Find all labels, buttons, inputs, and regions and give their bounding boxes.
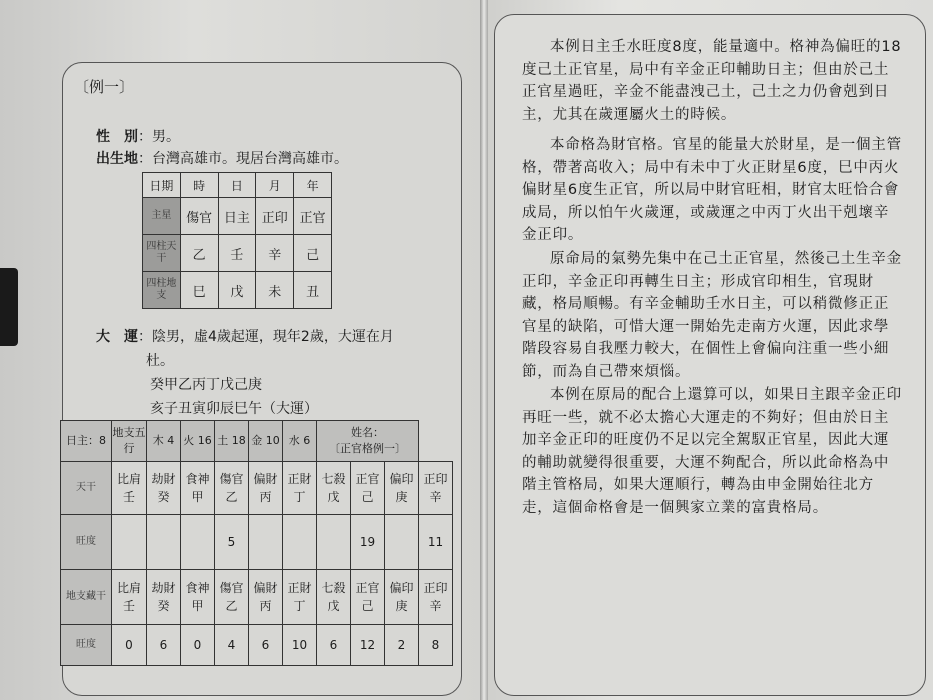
luck-line-2: 杜。 [146,353,174,369]
row-label: 旺度 [61,515,112,570]
table-cell [112,515,147,570]
row-label: 四柱天干 [143,235,181,272]
table-cell: 0 [181,625,215,666]
name-label: 姓名： [351,426,384,439]
natal-chart-table [142,172,332,309]
table-cell: 傷官 [180,198,218,235]
row-label: 主星 [143,198,181,235]
luck-row [96,326,394,346]
row-label: 地支藏干 [61,570,112,625]
table-cell: 傷官 乙 [215,570,249,625]
book-spine [480,0,488,700]
table-cell: 8 [419,625,453,666]
header-cell: 月 [256,173,294,198]
table-cell [181,515,215,570]
table-cell: 戊 [218,272,256,309]
header-cell: 日主：8 [61,421,112,462]
pattern-name: 〔正官格例一〕 [329,442,406,455]
header-cell: 日 [218,173,256,198]
table-cell: 丑 [294,272,332,309]
table-cell: 日主 [218,198,256,235]
table-cell [283,515,317,570]
table-cell [385,515,419,570]
table-row [61,570,453,625]
table-cell: 乙 [180,235,218,272]
table-cell: 正官 [294,198,332,235]
table-cell: 比肩 壬 [112,570,147,625]
birthplace-value: ：台灣高雄市。現居台灣高雄市。 [138,151,348,167]
header-cell: 時 [180,173,218,198]
table-cell: 巳 [180,272,218,309]
header-cell: 年 [294,173,332,198]
header-cell: 日期 [143,173,181,198]
header-cell: 木 4 [147,421,181,462]
table-cell: 12 [351,625,385,666]
table-row [143,272,332,309]
row-label: 旺度 [61,625,112,666]
table-cell: 劫財 癸 [147,462,181,515]
table-cell: 2 [385,625,419,666]
table-cell: 正印 [256,198,294,235]
table-cell: 己 [294,235,332,272]
header-cell: 火 16 [181,421,215,462]
table-cell: 正官 己 [351,462,385,515]
example-label: 〔例一〕 [74,78,135,96]
luck-line-4: 亥子丑寅卯辰巳午（大運） [150,401,318,417]
paragraph-1: 本例日主壬水旺度8度，能量適中。格神為偏旺的18度己土正官星，局中有辛金正印輔助日主；但由於己土正官星過旺，辛金不能盡洩己土，己土之力仍會剋到日主，尤其在歲運屬火土的時候。 [522,39,902,123]
table-cell: 偏財 丙 [249,462,283,515]
table-header-row [143,173,332,198]
header-cell: 地支五行 [112,421,147,462]
table-cell: 劫財 癸 [147,570,181,625]
table-cell: 6 [147,625,181,666]
gender-label: 性 別 [96,129,138,145]
table-cell [249,515,283,570]
luck-label: 大 運 [96,329,138,345]
table-row [143,198,332,235]
row-label: 天干 [61,462,112,515]
table-cell: 6 [249,625,283,666]
table-cell: 七殺 戊 [317,570,351,625]
table-cell: 正印 辛 [419,462,453,515]
table-cell: 比肩 壬 [112,462,147,515]
row-label: 四柱地支 [143,272,181,309]
header-cell: 土 18 [215,421,249,462]
table-cell: 偏財 丙 [249,570,283,625]
table-row [61,515,453,570]
table-cell: 辛 [256,235,294,272]
binder-clip [0,268,18,346]
table-cell: 七殺 戊 [317,462,351,515]
birthplace-row [96,148,348,168]
table-cell: 0 [112,625,147,666]
wangdu-table [60,420,453,666]
table-cell: 食神 甲 [181,462,215,515]
header-cell: 金 10 [249,421,283,462]
table-cell: 食神 甲 [181,570,215,625]
table-cell: 4 [215,625,249,666]
table-cell: 壬 [218,235,256,272]
table-header-row [61,421,453,462]
gender-row [96,126,180,146]
table-cell: 正財 丁 [283,570,317,625]
paragraph-2: 本命格為財官格。官星的能量大於財星，是一個主管格，帶著高收入；局中有未中丁火正財星6度，巳中丙火偏財星6度生正官，所以局中財官旺相，財官太旺恰合會成局，所以怕午火歲運，或歲運之中丙丁火出干剋壞辛金正印。 [522,137,902,243]
paragraph-3: 原命局的氣勢先集中在己土正官星，然後己土生辛金正印，辛金正印再轉生日主；形成官印相生，官現財藏，格局順暢。有辛金輔助壬水日主，可以稍微修正正官星的缺陷，可惜大運一開始先走南方火運，因此求學階段容易自我壓力較大，在個性上會偏向注重一些小細節，而為自己帶來煩惱。 [522,251,902,380]
table-cell: 10 [283,625,317,666]
name-cell [317,421,419,462]
birthplace-label: 出生地 [96,151,138,167]
table-cell: 偏印 庚 [385,462,419,515]
table-row [61,625,453,666]
paragraph-4: 本例在原局的配合上還算可以，如果日主跟辛金正印再旺一些，就不必太擔心大運走的不夠好；但由於日主加辛金正印的旺度仍不足以完全駕馭正官星，因此大運的輔助就變得很重要，大運不夠配合，所以此命格為中階主管格局，如果大運順行，轉為由申金開始往北方走，這個命格會是一個興家立業的富貴格局。 [522,387,902,516]
table-cell [147,515,181,570]
table-cell: 偏印 庚 [385,570,419,625]
table-cell: 6 [317,625,351,666]
luck-line-3: 癸甲乙丙丁戊己庚 [150,377,262,393]
luck-line-1: ：陰男，虛4歲起運，現年2歲，大運在月 [138,329,394,345]
gender-value: ：男。 [138,129,180,145]
table-cell: 正財 丁 [283,462,317,515]
table-cell: 11 [419,515,453,570]
table-cell: 傷官 乙 [215,462,249,515]
table-row [61,462,453,515]
table-cell: 正印 辛 [419,570,453,625]
table-cell [317,515,351,570]
header-cell: 水 6 [283,421,317,462]
table-row [143,235,332,272]
table-cell: 5 [215,515,249,570]
table-cell: 正官 己 [351,570,385,625]
table-cell: 未 [256,272,294,309]
table-cell: 19 [351,515,385,570]
